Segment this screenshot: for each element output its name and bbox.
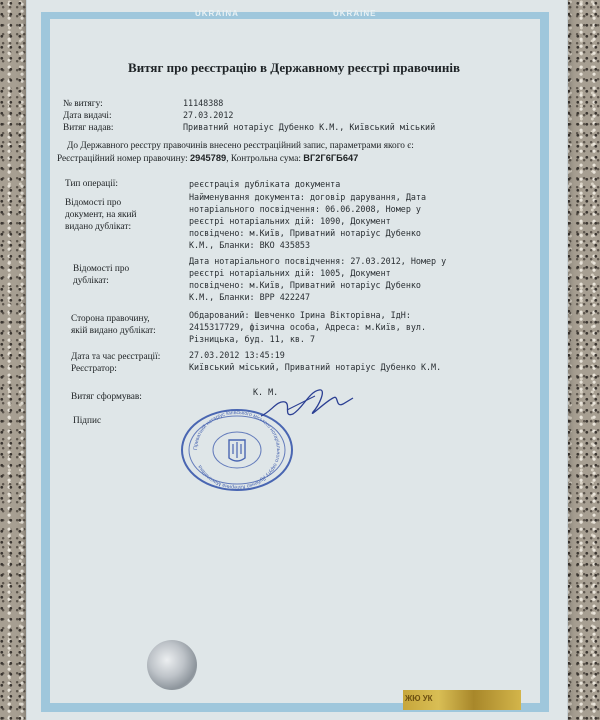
document-title: Витяг про реєстрацію в Державному реєстрі правочинів (128, 60, 460, 75)
issue-date-value: 27.03.2012 (183, 110, 234, 120)
frame-word-left: UKRAINA (195, 9, 239, 18)
party-line: Різницька, буд. 11, кв. 7 (189, 334, 316, 344)
duplicate-label-1: Відомості про (73, 264, 130, 274)
signature-label: Підпис (73, 416, 102, 426)
extract-number-value: 11148388 (183, 98, 224, 108)
extract-number-label: № витягу: (63, 99, 103, 109)
duplicate-line: реєстрі нотаріальних дій: 1005, Документ (189, 268, 391, 278)
intro-line: До Державного реєстру правочинів внесено реєстраційний запис, параметрами якого є: (67, 141, 414, 151)
document-label-1: Відомості про (65, 198, 122, 208)
document-line: нотаріального посвідчення: 06.06.2008, Номер у (189, 204, 421, 214)
reg-number-value: 2945789 (190, 153, 227, 163)
duplicate-line: Дата нотаріального посвідчення: 27.03.2012, Номер у (189, 256, 447, 266)
issued-by-label: Витяг надав: (63, 123, 114, 133)
operation-label: Тип операції: (65, 179, 118, 189)
hologram-sticker (147, 640, 197, 690)
document-line: реєстрі нотаріальних дій: 1090, Документ (189, 216, 391, 226)
issued-by-value: Приватний нотаріус Дубенко К.М., Київський міський (183, 122, 436, 132)
duplicate-line: посвідчено: м.Київ, Приватний нотаріус Дубенко (189, 280, 421, 290)
party-line: Обдарований: Шевченко Ірина Вікторівна, ІдН: (189, 310, 411, 320)
registration-date-label: Дата та час реєстрації: (71, 352, 161, 362)
security-strip (403, 690, 521, 710)
operation-value: реєстрація дубліката документа (189, 179, 341, 189)
registration-line (57, 153, 358, 165)
registrar-value: Київський міський, Приватний нотаріус Дубенко К.М. (189, 362, 442, 372)
checksum-label: , Контрольна сума: (226, 154, 304, 164)
security-strip-text: ЖЮ УК (405, 694, 433, 703)
stamp-text: Приватний нотаріус Київського міського нотаріального округу Дубенко Катерина Миколаївна (192, 409, 282, 491)
document-label-2: документ, на який (65, 210, 137, 220)
reg-number-label: Реєстраційний номер правочину: (57, 154, 190, 164)
document-line: Найменування документа: договір дарування, Дата (189, 192, 426, 202)
registration-date-value: 27.03.2012 13:45:19 (189, 350, 285, 360)
document-label-3: видано дублікат: (65, 222, 132, 232)
duplicate-line: К.М., Бланки: ВРР 422247 (189, 292, 311, 302)
registrar-label: Реєстратор: (71, 364, 117, 374)
party-label-1: Сторона правочину, (71, 314, 150, 324)
frame-word-right: UKRAINE (333, 9, 377, 18)
party-line: 2415317729, фізична особа, Адреса: м.Київ, вул. (189, 322, 426, 332)
party-label-2: якій видано дублікат: (71, 326, 156, 336)
formed-by-label: Витяг сформував: (71, 392, 142, 402)
document-line: К.М., Бланки: ВКО 435853 (189, 240, 311, 250)
duplicate-label-2: дублікат: (73, 276, 109, 286)
document-line: посвідчено: м.Київ, Приватний нотаріус Дубенко (189, 228, 421, 238)
formed-by-value: К. М. (253, 387, 279, 397)
checksum-value: ВГ2Г6ГБ647 (303, 153, 359, 163)
issue-date-label: Дата видачі: (63, 111, 112, 121)
document-sheet (26, 0, 568, 720)
handwritten-signature (257, 382, 357, 428)
